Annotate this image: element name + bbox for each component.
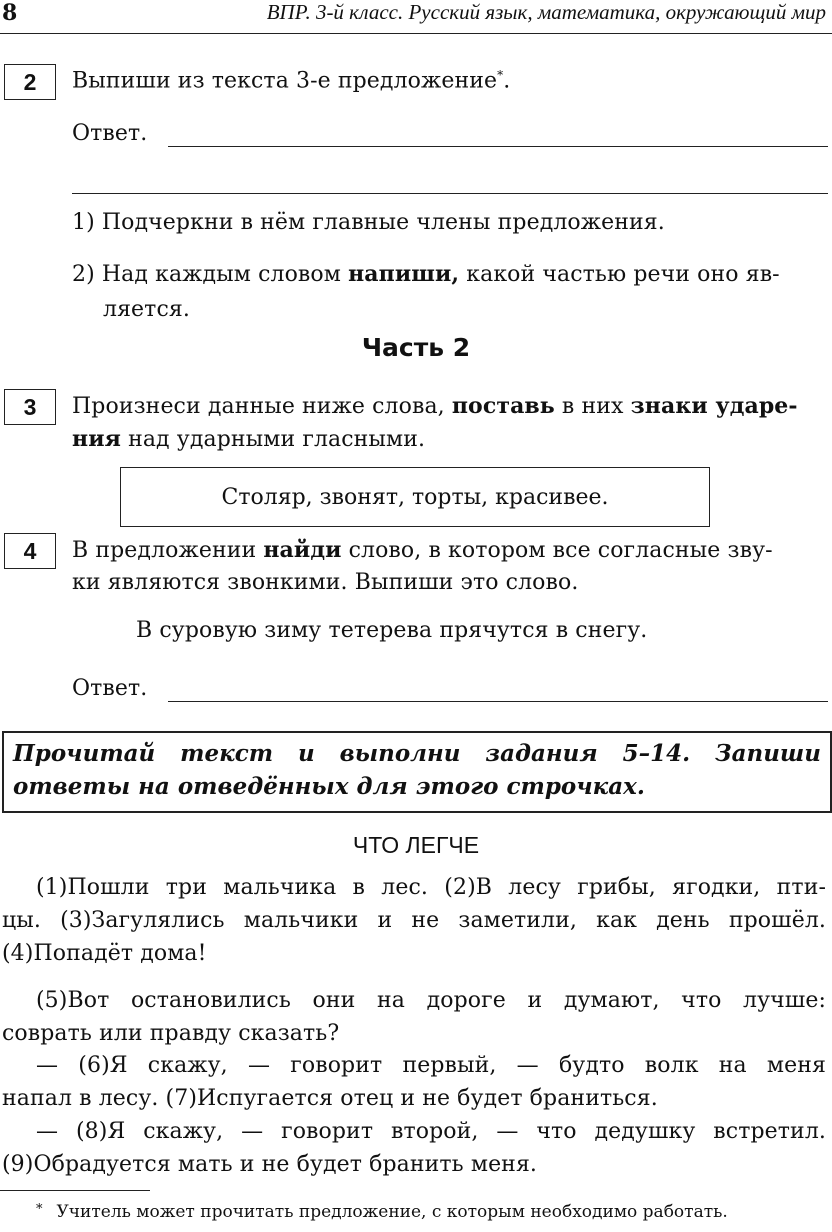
task-number-3: 3 — [4, 389, 56, 425]
task3-text-line2: ния над ударными гласными. — [72, 426, 426, 452]
task4-answer-label: Ответ. — [72, 676, 148, 701]
task4-answer-line[interactable] — [168, 701, 828, 702]
task3-words: Столяр, звонят, торты, красивее. — [221, 484, 609, 510]
task2-subtask-2-line2: ляется. — [103, 297, 190, 322]
task2-answer-label: Ответ. — [72, 121, 148, 146]
task4-text-line2: ки являются звонкими. Выпиши это слово. — [72, 570, 579, 595]
header-rule — [0, 33, 832, 34]
task-number-2: 2 — [4, 64, 56, 100]
story-p2-line1: (5)Вот остановились они на дороге и думают, что лучше: — [36, 988, 826, 1013]
story-title: ЧТО ЛЕГЧЕ — [352, 832, 480, 858]
instruction-line-1: Прочитай текст и выполни задания 5–14. Запиши — [13, 740, 821, 767]
story-p3-line1: — (6)Я скажу, — говорит первый, — будто волк на меня — [36, 1053, 826, 1078]
part-2-title: Часть 2 — [361, 333, 471, 362]
task4-sentence: В суровую зиму тетерева прячутся в снегу. — [136, 618, 648, 643]
footnote-rule — [0, 1190, 150, 1191]
instruction-line-2: ответы на отведённых для этого строчках. — [13, 773, 645, 800]
task2-subtask-2-line1: 2) Над каждым словом напиши, какой частью речи оно яв- — [72, 261, 780, 287]
task2-text: Выпиши из текста 3-е предложение*. — [72, 68, 511, 94]
footnote: * Учитель может прочитать предложение, с которым необходимо работать. — [36, 1202, 728, 1222]
story-p4-line2: (9)Обрадуется мать и не будет бранить меня. — [2, 1152, 538, 1177]
task-number-4: 4 — [4, 533, 56, 569]
story-p4-line1: — (8)Я скажу, — говорит второй, — что дедушку встретил. — [36, 1119, 826, 1144]
task2-answer-line-1[interactable] — [168, 146, 828, 147]
page-number: 8 — [2, 0, 18, 26]
story-p2-line2: соврать или правду сказать? — [2, 1021, 340, 1046]
running-title: ВПР. 3-й класс. Русский язык, математика, окружающий мир — [266, 0, 826, 24]
instruction-box — [2, 731, 832, 813]
story-p1-line1: (1)Пошли три мальчика в лес. (2)В лесу грибы, ягодки, пти- — [36, 875, 826, 900]
story-p3-line2: напал в лесу. (7)Испугается отец и не будет браниться. — [2, 1086, 658, 1111]
task4-text-line1: В предложении найди слово, в котором все согласные зву- — [72, 537, 773, 563]
task3-word-box — [120, 467, 710, 527]
task2-answer-line-2[interactable] — [72, 193, 828, 194]
task3-text-line1: Произнеси данные ниже слова, поставь в них знаки ударе- — [72, 393, 798, 419]
task2-subtask-1: 1) Подчеркни в нём главные члены предложения. — [72, 210, 665, 235]
story-p1-line2: цы. (3)Загулялись мальчики и не заметили, как день прошёл. — [2, 908, 826, 933]
story-p1-line3: (4)Попадёт дома! — [2, 941, 207, 966]
